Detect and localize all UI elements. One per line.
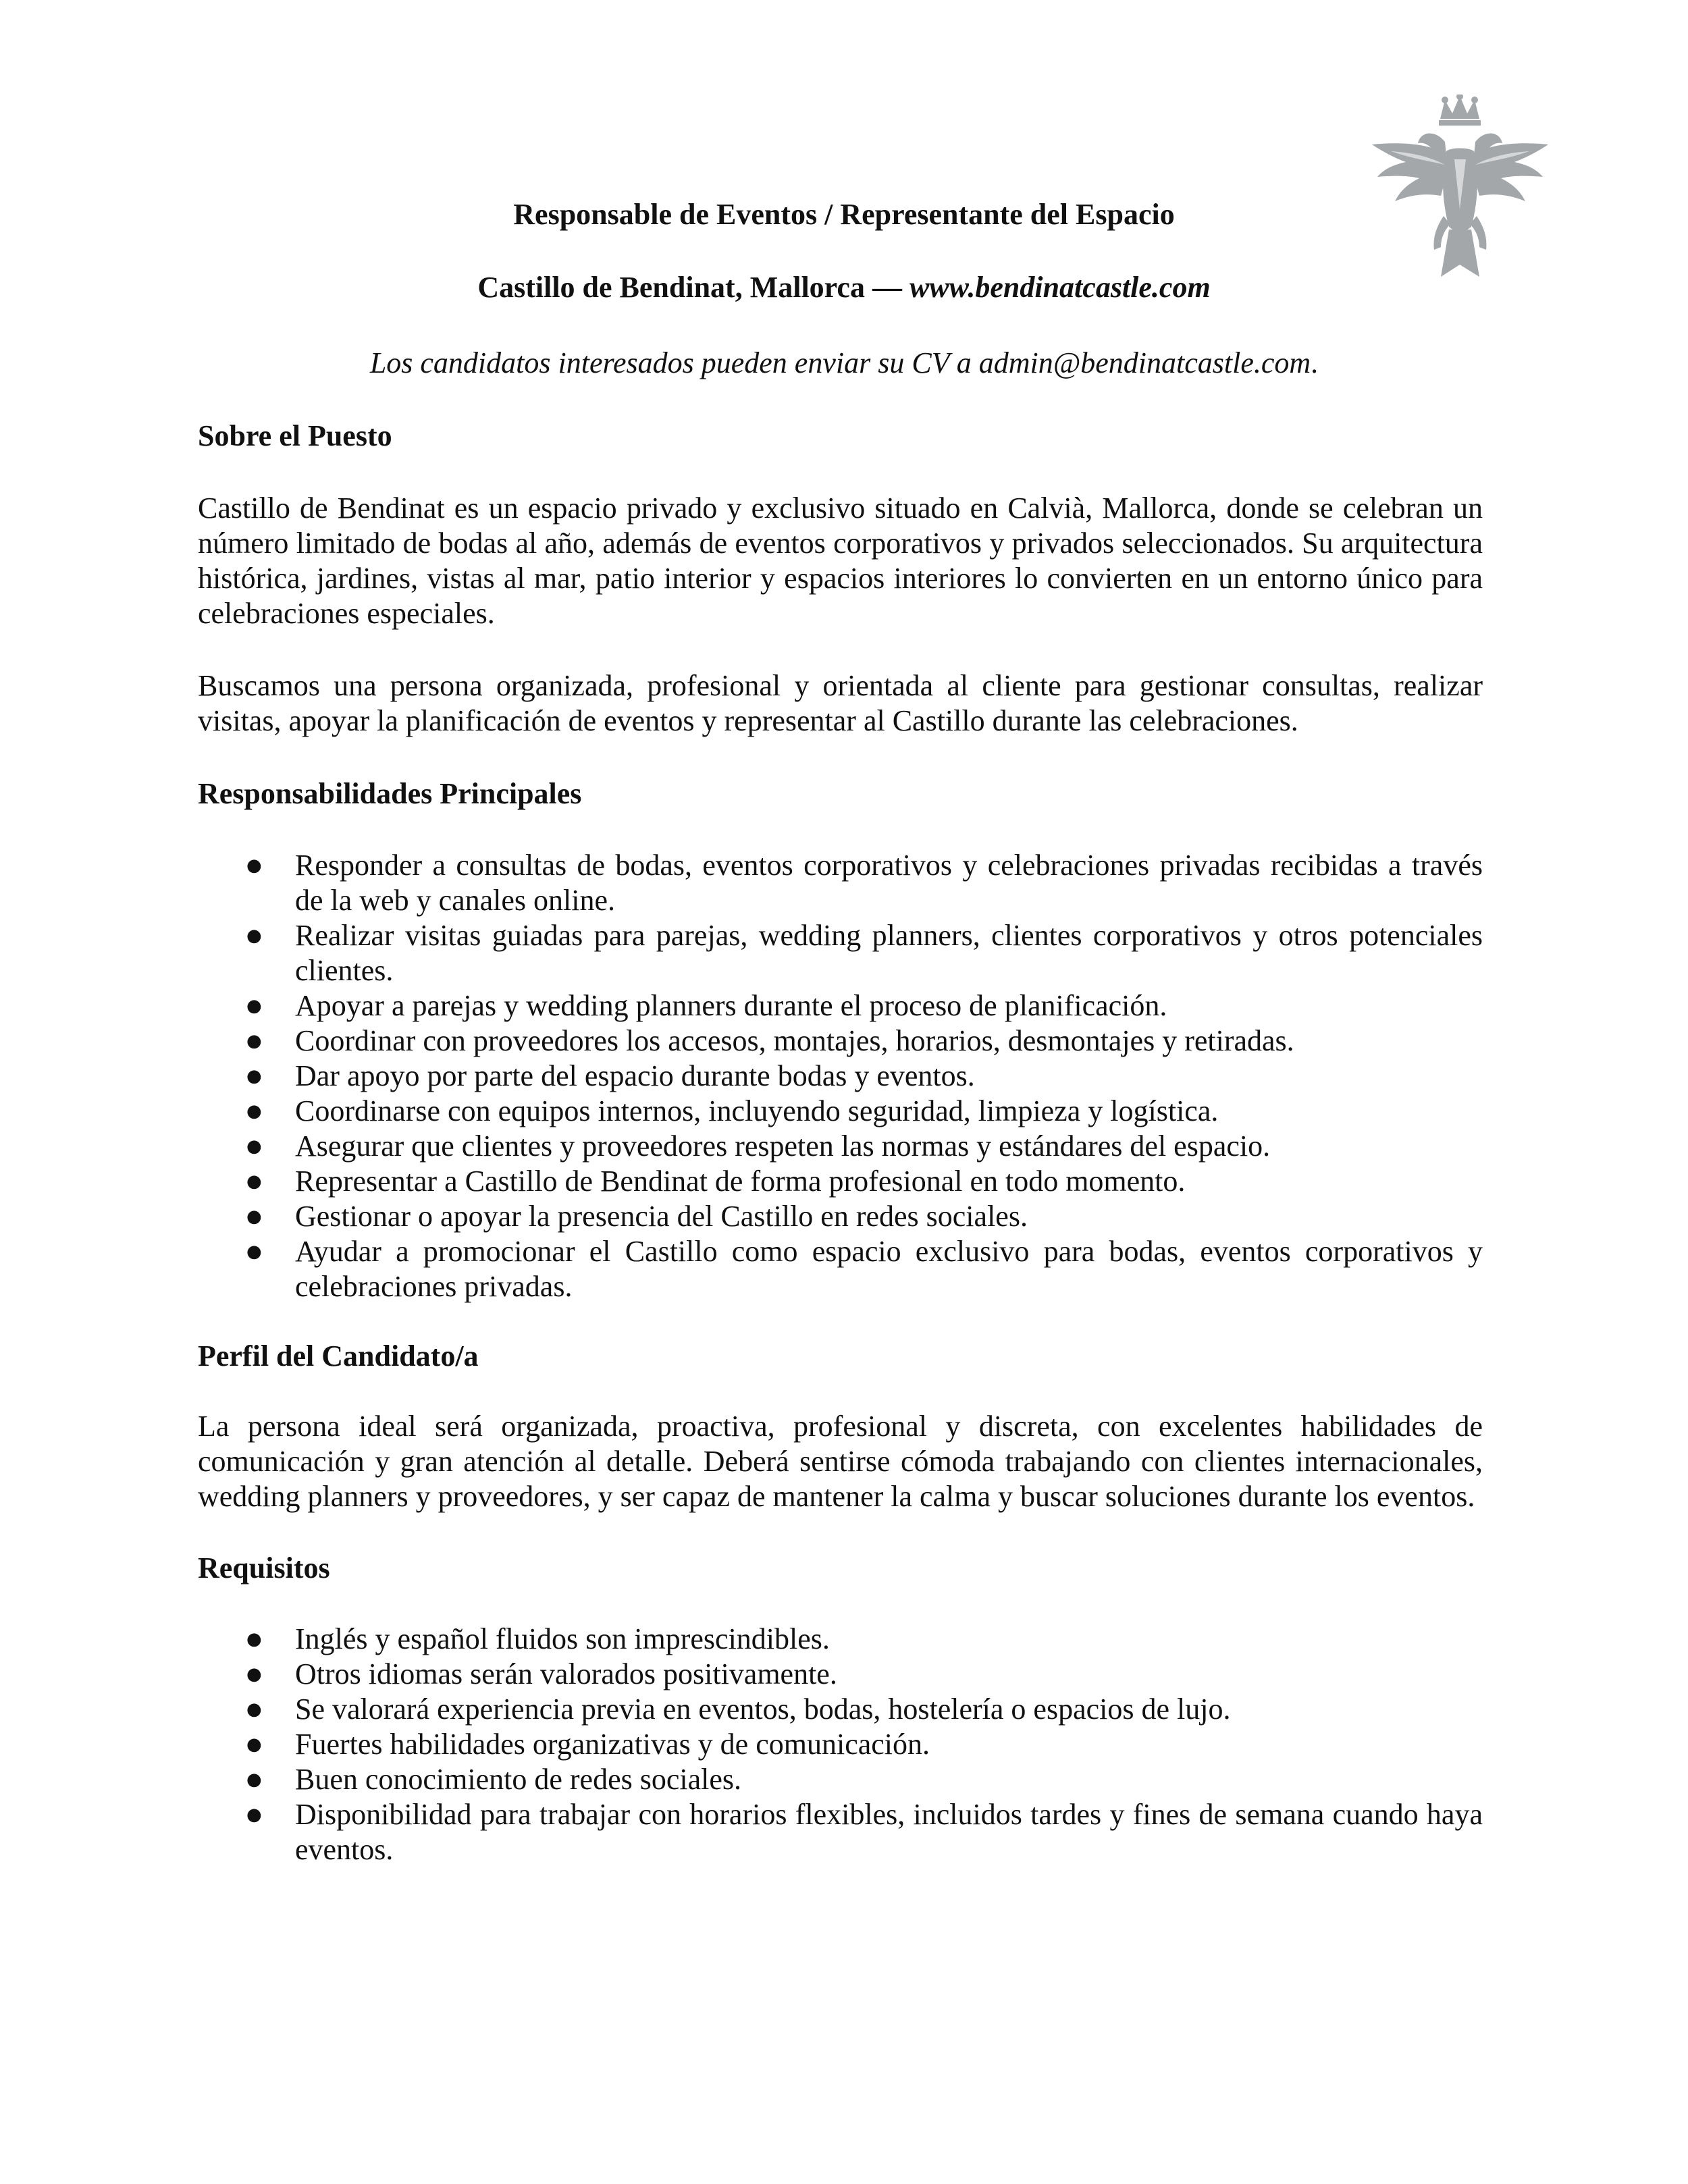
contact-text: Los candidatos interesados pueden enviar su CV a admin@bendinatcastle.com [369, 346, 1311, 379]
section-heading-responsibilities: Responsabilidades Principales [198, 777, 582, 810]
list-item-line: Gestionar o apoyar la presencia del Castillo en redes sociales. [295, 1200, 1028, 1233]
paragraph-line: Buscamos una persona organizada, profesional y orientada al cliente para gestionar consultas, realizar [198, 669, 1483, 702]
paragraph-line: wedding planners y proveedores, y ser capaz de mantener la calma y buscar soluciones durante los eventos. [198, 1480, 1475, 1513]
list-item-line: Asegurar que clientes y proveedores respeten las normas y estándares del espacio. [295, 1129, 1271, 1163]
list-item [198, 1059, 1483, 1094]
list-item-line: Se valorará experiencia previa en eventos, bodas, hostelería o espacios de lujo. [295, 1693, 1231, 1726]
list-item-line: de la web y canales online. [295, 884, 616, 917]
list-item [198, 1023, 1483, 1059]
list-item [198, 848, 1483, 918]
bullet-icon: ● [246, 1066, 262, 1086]
bullet-icon: ● [246, 1699, 262, 1720]
about-paragraph-2 [198, 668, 1483, 739]
about-paragraph-1 [198, 491, 1483, 631]
paragraph-line: Castillo de Bendinat es un espacio privado y exclusivo situado en Calvià, Mallorca, donde se celebran un [198, 491, 1483, 525]
bullet-icon: ● [246, 855, 262, 876]
list-item [198, 1727, 1483, 1762]
section-heading-about: Sobre el Puesto [198, 419, 392, 452]
document-title: Responsable de Eventos / Representante del Espacio [513, 198, 1175, 231]
bullet-icon: ● [246, 1734, 262, 1755]
paragraph-line: comunicación y gran atención al detalle. Deberá sentirse cómoda trabajando con clientes internacionales, [198, 1445, 1483, 1478]
bullet-icon: ● [246, 1171, 262, 1192]
paragraph-line: visitas, apoyar la planificación de eventos y representar al Castillo durante las celebraciones. [198, 704, 1298, 737]
list-item [198, 1199, 1483, 1234]
bullet-icon: ● [246, 1769, 262, 1790]
list-item [198, 1234, 1483, 1304]
list-item-line: Fuertes habilidades organizativas y de comunicación. [295, 1728, 930, 1761]
list-item-line: Representar a Castillo de Bendinat de forma profesional en todo momento. [295, 1165, 1186, 1198]
list-item-line: Dar apoyo por parte del espacio durante bodas y eventos. [295, 1059, 975, 1092]
contact-line [0, 346, 1688, 381]
list-item [198, 1797, 1483, 1867]
bullet-icon: ● [246, 926, 262, 946]
document-subtitle [0, 270, 1688, 305]
list-item [198, 1622, 1483, 1657]
bullet-icon: ● [246, 1031, 262, 1051]
bullet-icon: ● [246, 996, 262, 1016]
list-item [198, 918, 1483, 988]
bullet-icon: ● [246, 1629, 262, 1649]
list-item-line: Coordinar con proveedores los accesos, montajes, horarios, desmontajes y retiradas. [295, 1024, 1294, 1057]
website-link[interactable]: www.bendinatcastle.com [909, 271, 1211, 304]
list-item-line: Inglés y español fluidos son imprescindibles. [295, 1622, 830, 1655]
list-item [198, 988, 1483, 1023]
list-item-line: clientes. [295, 954, 394, 987]
paragraph-line: número limitado de bodas al año, además de eventos corporativos y privados seleccionados. Su arquitectura [198, 527, 1483, 560]
requirements-list [198, 1622, 1483, 1867]
list-item-line: Apoyar a parejas y wedding planners durante el proceso de planificación. [295, 989, 1167, 1022]
responsibilities-list [198, 848, 1483, 1304]
section-heading-requirements: Requisitos [198, 1551, 330, 1584]
list-item-line: Realizar visitas guiadas para parejas, wedding planners, clientes corporativos y otros potenciales [295, 919, 1483, 952]
section-heading-profile: Perfil del Candidato/a [198, 1339, 479, 1373]
bullet-icon: ● [246, 1206, 262, 1227]
profile-paragraph [198, 1409, 1483, 1514]
list-item [198, 1692, 1483, 1727]
contact-period: . [1311, 346, 1319, 379]
list-item-line: Buen conocimiento de redes sociales. [295, 1763, 742, 1796]
bullet-icon: ● [246, 1136, 262, 1156]
list-item-line: Disponibilidad para trabajar con horarios flexibles, incluidos tardes y fines de semana cuando haya [295, 1798, 1483, 1831]
list-item-line: Coordinarse con equipos internos, incluyendo seguridad, limpieza y logística. [295, 1094, 1219, 1127]
list-item [198, 1762, 1483, 1797]
bullet-icon: ● [246, 1805, 262, 1825]
list-item-line: Ayudar a promocionar el Castillo como espacio exclusivo para bodas, eventos corporativos y [295, 1235, 1483, 1268]
bullet-icon: ● [246, 1242, 262, 1262]
bullet-icon: ● [246, 1664, 262, 1684]
list-item-line: Otros idiomas serán valorados positivamente. [295, 1657, 837, 1690]
list-item [198, 1094, 1483, 1129]
list-item [198, 1164, 1483, 1199]
list-item-line: celebraciones privadas. [295, 1270, 573, 1303]
venue-name: Castillo de Bendinat, Mallorca — [477, 271, 909, 304]
paragraph-line: La persona ideal será organizada, proactiva, profesional y discreta, con excelentes habilidades de [198, 1410, 1483, 1443]
list-item-line: eventos. [295, 1833, 394, 1866]
list-item [198, 1657, 1483, 1692]
bullet-icon: ● [246, 1101, 262, 1121]
paragraph-line: celebraciones especiales. [198, 597, 495, 630]
list-item [198, 1129, 1483, 1164]
crowned-double-headed-eagle-icon [1371, 95, 1550, 280]
list-item-line: Responder a consultas de bodas, eventos corporativos y celebraciones privadas recibidas a través [295, 849, 1483, 882]
paragraph-line: histórica, jardines, vistas al mar, patio interior y espacios interiores lo convierten en un entorno único para [198, 562, 1483, 595]
